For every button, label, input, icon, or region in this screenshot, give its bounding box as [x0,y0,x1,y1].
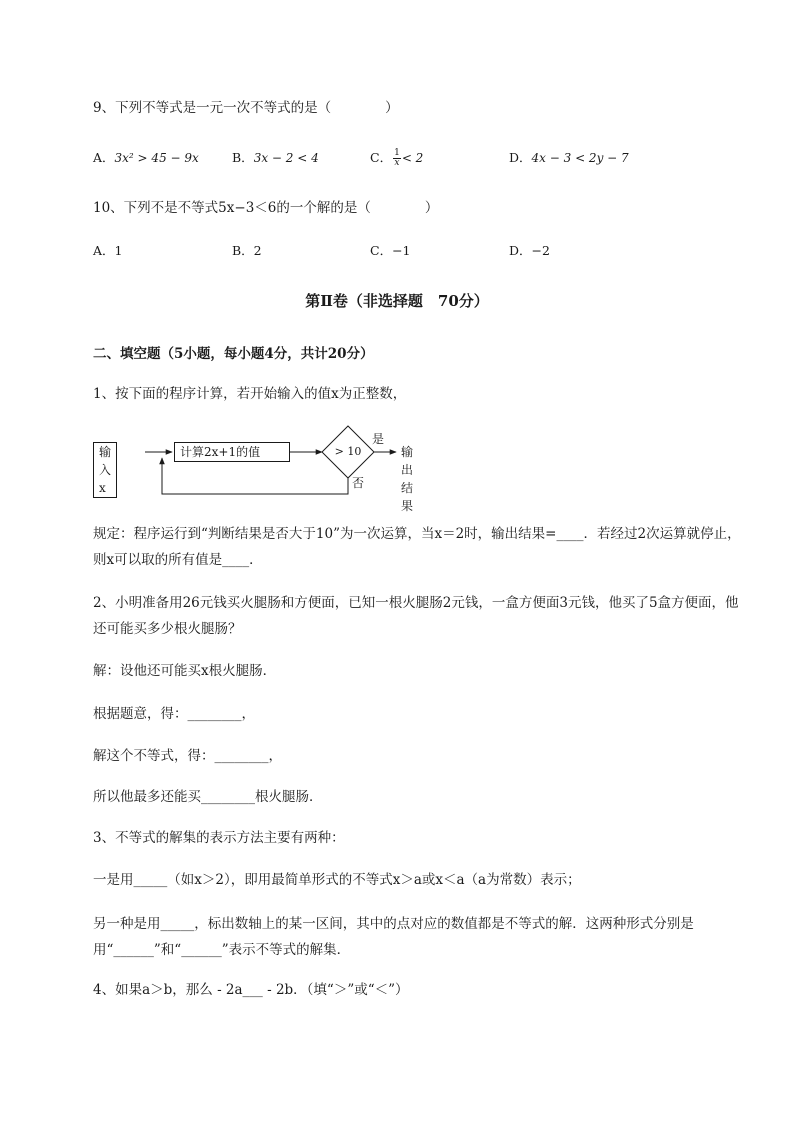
fq2-stem: 2、小明准备用26元钱买火腿肠和方便面，已知一根火腿肠2元钱，一盒方便面3元钱，他买了5盒方便面，他还可能买多少根火腿肠？ [93,595,739,637]
fq3-line1: 一是用_____（如x＞2），即用最简单形式的不等式x＞a或x＜a（a为常数）表示； [93,872,581,888]
fq2-solution-setup: 解：设他还可能买x根火腿肠． [93,663,277,679]
q9-option-a-expr: 3x² > 45 − 9x [114,151,199,165]
q9-option-c-letter: C． [370,150,393,165]
q9-option-c-denominator: x [394,158,400,168]
fq2-solution-inequality: 根据题意，得：________， [93,706,255,722]
q10-option-d: D．−2 [509,243,550,258]
q9-option-b-letter: B． [232,150,254,165]
arrow-no-loop-back [162,458,348,494]
q9-option-a [93,148,199,168]
part2-title: 第Ⅱ卷（非选择题 70分） [305,292,489,310]
yes-label: 是 [372,432,385,446]
q9-option-c-tail: < 2 [401,151,424,165]
q10-option-a: A．1 [93,243,123,258]
q10-stem: 10、下列不是不等式5x−3＜6的一个解的是（ ） [93,200,439,216]
q9-option-d [509,148,629,168]
q9-option-c-fraction [393,149,401,168]
q10-option-c: C．−1 [370,243,411,258]
q9-option-c [370,148,423,168]
input-box: 输入x [93,442,117,498]
q9-option-b-expr: 3x − 2 < 4 [253,151,319,165]
q10-option-b: B．2 [232,243,262,258]
q9-option-d-expr: 4x − 3 < 2y − 7 [531,151,629,165]
fq4-stem: 4、如果a＞b，那么 - 2a___ - 2b．（填“＞”或“＜”） [93,982,409,998]
compute-box: 计算2x+1的值 [174,442,290,462]
no-label: 否 [352,476,365,490]
fq3-stem: 3、不等式的解集的表示方法主要有两种： [93,830,345,846]
fq1-stem: 1、按下面的程序计算，若开始输入的值x为正整数， [93,386,407,402]
condition-label: > 10 [334,445,362,458]
section2-header: 二、填空题（5小题，每小题4分，共计20分） [93,346,374,362]
fq2-solution-answer: 所以他最多还能买________根火腿肠． [93,789,323,805]
output-label: 输出结果 [401,445,414,513]
fq1-rule: 规定：程序运行到“判断结果是否大于10”为一次运算，当x＝2时，输出结果=____．若经过2次运算就停止，则x可以取的所有值是____． [93,526,741,568]
q9-option-c-numerator: 1 [394,148,400,158]
q9-option-a-letter: A． [93,150,115,165]
fq3-line2: 另一种是用_____，标出数轴上的某一区间，其中的点对应的数值都是不等式的解．这两种形式分别是用“______”和“______”表示不等式的解集． [93,916,694,958]
fq2-solution-solve: 解这个不等式，得：________， [93,748,282,764]
q9-stem: 9、下列不等式是一元一次不等式的是（ ） [93,100,399,116]
q9-option-d-letter: D． [509,150,532,165]
q9-option-b [232,148,319,168]
